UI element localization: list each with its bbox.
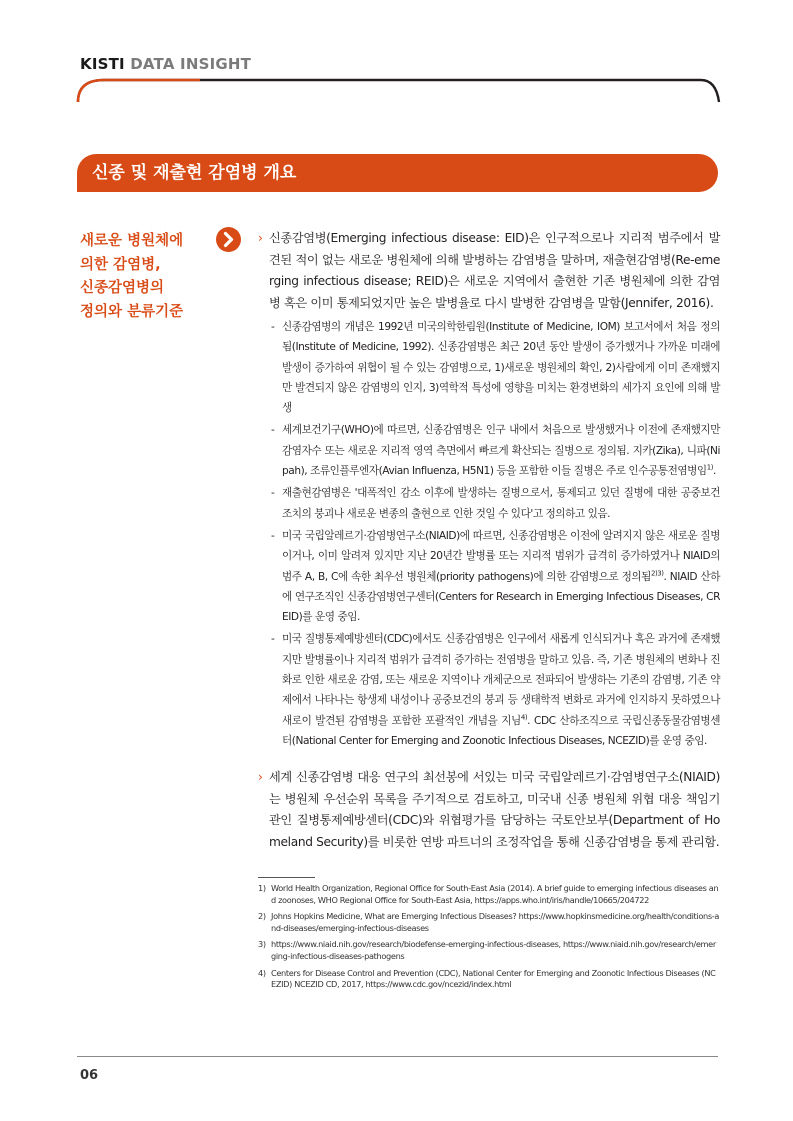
list-item-text-after: . xyxy=(713,465,716,478)
dash-marker: - xyxy=(271,487,275,500)
chevron-right-circle-icon xyxy=(215,226,242,253)
section-title-bar xyxy=(77,154,718,192)
footnote-ref: 2)3) xyxy=(650,569,664,578)
list-item xyxy=(258,483,720,524)
list-item-text: 세계보건기구(WHO)에 따르면, 신종감염병은 인구 내에서 처음으로 발생했거나 이전에 존재했지만 감염자수 또는 새로운 지리적 영역 측면에서 빠르게 확산되는 질병으로 정의됨. 지카(Zika), 니파(Nipah), 조류인플루엔자(Avian Influenza, H5N1) 등을 포함한 이들 질병은 주로 인수공통전염병임 xyxy=(282,424,720,478)
footnote-text: https://www.niaid.nih.gov/research/biodefense-emerging-infectious-diseases, https://www.niaid.nih.gov/research/emerging-infectious-diseases-pathogens xyxy=(271,939,716,961)
footnote-number: 3) xyxy=(258,939,266,950)
side-heading-line: 의한 감염병, xyxy=(80,256,161,273)
paragraph-niaid-role xyxy=(258,767,720,853)
list-item-text: 재출현감염병은 '대폭적인 감소 이후에 발생하는 질병으로서, 통제되고 있던 질병에 대한 공중보건 조치의 붕괴나 새로운 변종의 출현으로 인한 것일 수 있다'고 정의하고 있음. xyxy=(282,487,720,520)
side-heading-line: 정의와 분류기준 xyxy=(80,303,184,320)
footnotes xyxy=(258,883,720,996)
footnote-ref: 4) xyxy=(520,713,528,722)
list-item xyxy=(258,317,720,418)
footnote-number: 2) xyxy=(258,911,266,922)
header-curve-line xyxy=(0,0,793,120)
footnote-item xyxy=(258,968,720,991)
paragraph-eid-definition xyxy=(258,228,720,314)
paragraph-text: 신종감염병(Emerging infectious disease: EID)은 인구적으로나 지리적 범주에서 발견된 적이 없는 새로운 병원체에 의해 발병하는 감염병을 말하며, 재출현감염병(Re-emerging infectious disease; REID)은 새로운 지역에서 출현한 기존 병원체에 의한 감염병 혹은 이미 통제되었지만 높은 발병율로 다시 발병한 감염병을 말함(Jennifer, 2016). xyxy=(269,231,720,310)
list-item xyxy=(258,629,720,751)
list-item-text-after: . CDC 산하조직으로 국립신종동물감염병센터(National Center for Emerging and Zoonotic Infectious Diseases, NCEZID)를 운영 중임. xyxy=(282,714,720,747)
list-item-text: 미국 국립알레르기·감염병연구소(NIAID)에 따르면, 신종감염병은 이전에 알려지지 않은 새로운 질병이거나, 이미 알려져 있지만 지난 20년간 발병률 또는 지리적 범위가 급격히 증가하였거나 NIAID의 범주 A, B, C에 속한 최우선 병원체(priority pathogens)에 의한 감염병으로 정의됨 xyxy=(282,529,720,583)
section-title: 신종 및 재출현 감염병 개요 xyxy=(92,163,297,183)
dash-marker: - xyxy=(271,633,275,646)
brand-data-insight: DATA INSIGHT xyxy=(124,55,252,73)
dash-marker: - xyxy=(271,529,275,542)
list-item xyxy=(258,420,720,481)
list-item xyxy=(258,526,720,627)
side-heading-line: 신종감염병의 xyxy=(80,280,165,296)
footnote-divider xyxy=(258,877,315,878)
side-heading-line: 새로운 병원체에 xyxy=(80,233,184,249)
footnote-number: 1) xyxy=(258,883,266,893)
footnote-text: Johns Hopkins Medicine, What are Emerging Infectious Diseases? https://www.hopkinsmedicine.org/health/conditions-and-diseases/emerging-infectious-diseases xyxy=(271,911,720,933)
paragraph-text: 세계 신종감염병 대응 연구의 최선봉에 서있는 미국 국립알레르기·감염병연구소(NIAID)는 병원체 우선순위 목록을 주기적으로 검토하고, 미국내 신종 병원체 위협 대응 책임기관인 질병통제예방센터(CDC)와 위협평가를 담당하는 국토안보부(Department of Homeland Security)를 비롯한 연방 파트너의 조정작업을 통해 신종감염병을 통제 관리함. xyxy=(269,770,720,849)
footnote-item xyxy=(258,911,720,934)
definition-bullet-list xyxy=(258,317,720,751)
footnote-text: World Health Organization, Regional Office for South-East Asia (2014). A brief guide to emerging infectious diseases and zoonoses, WHO Regional Office for South-East Asia, https://apps.who.int/iris/handle/10665/204722 xyxy=(271,883,719,905)
footnote-text: Centers for Disease Control and Prevention (CDC), National Center for Emerging and Zoonotic Infectious Diseases (NCEZID) NCEZID CD, 2017, https://www.cdc.gov/ncezid/index.html xyxy=(271,967,716,990)
orange-marker: › xyxy=(258,770,263,785)
dash-marker: - xyxy=(271,424,275,437)
page-number: 06 xyxy=(80,1068,99,1083)
footnote-item xyxy=(258,939,720,962)
list-item-text: 미국 질병통제예방센터(CDC)에서도 신종감염병은 인구에서 새롭게 인식되거나 혹은 과거에 존재했지만 발병률이나 지리적 범위가 급격히 증가하는 전염병을 말하고 있음. 즉, 기존 병원체의 변화나 진화로 인한 새로운 감염, 또는 새로운 지역이나 개체군으로 전파되어 발생하는 기존의 감염병, 기존 약제에서 나타나는 항생제 내성이나 공중보건의 붕괴 등 생태학적 변화로 과거에 인지하지 못하였으나 새로이 발견된 감염병을 포함한 포괄적인 개념을 지님 xyxy=(282,633,720,727)
dash-marker: - xyxy=(271,321,275,333)
brand-kisti: KISTI xyxy=(80,55,125,73)
footnote-item xyxy=(258,883,720,906)
side-heading xyxy=(80,230,220,324)
orange-marker: › xyxy=(258,231,263,245)
list-item-text: 신종감염병의 개념은 1992년 미국의학한림원(Institute of Medicine, IOM) 보고서에서 처음 정의됨(Institute of Medicine, 1992). 신종감염병은 최근 20년 동안 발생이 증가했거나 가까운 미래에 발생이 증가하여 위협이 될 수 있는 감염병으로, 1)새로운 병원체의 확인, 2)사람에게 이미 존재했지만 발견되지 않은 감염병의 인지, 3)역학적 특성에 영향을 미치는 환경변화의 세가지 요인에 의해 발생 xyxy=(282,321,720,415)
main-content xyxy=(258,228,720,853)
list-item-text-after: . NIAID 산하에 연구조직인 신종감염병연구센터(Centers for Research in Emerging Infectious Diseases, CREID)를 운영 중임. xyxy=(282,570,720,624)
footer-divider xyxy=(77,1056,718,1057)
footnote-ref: 1) xyxy=(706,463,713,472)
footnote-number: 4) xyxy=(258,967,266,978)
